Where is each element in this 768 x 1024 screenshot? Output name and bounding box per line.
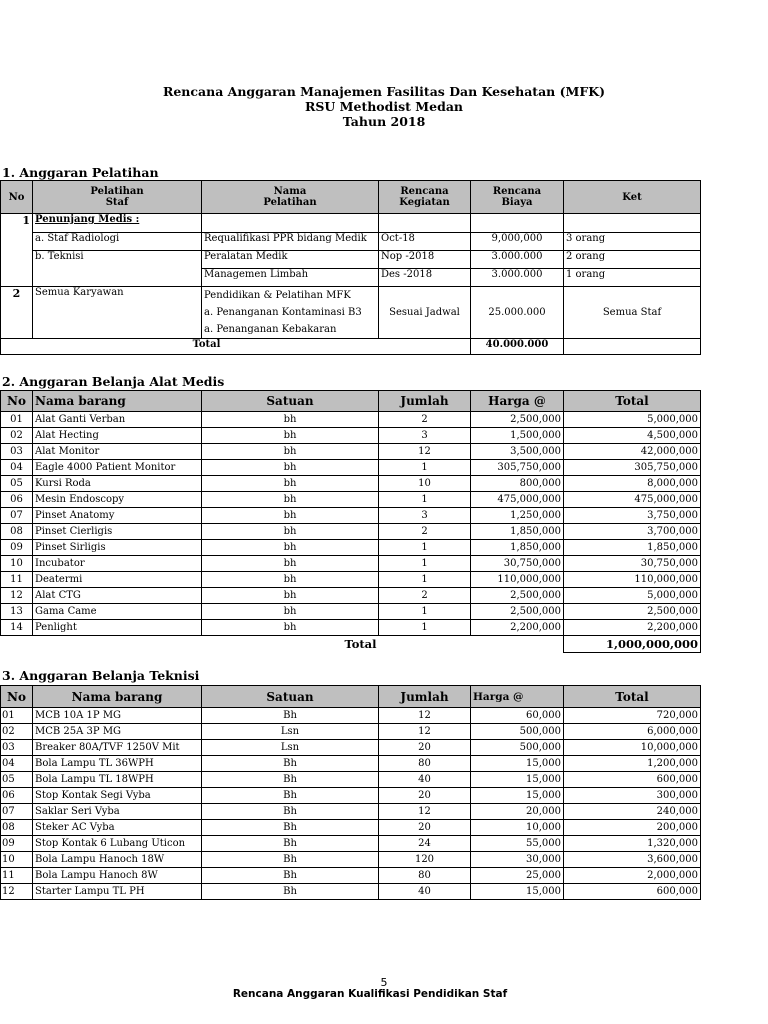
no-cell: 01 bbox=[1, 708, 33, 724]
no-cell: 08 bbox=[1, 820, 33, 836]
no-cell: 05 bbox=[1, 476, 33, 492]
jumlah-cell: 20 bbox=[379, 820, 471, 836]
harga-cell: 3,500,000 bbox=[471, 444, 564, 460]
total-cell: 30,750,000 bbox=[564, 556, 701, 572]
col-header-total: Total bbox=[564, 686, 701, 708]
nama-barang-cell: Stop Kontak Segi Vyba bbox=[33, 788, 202, 804]
nama-barang-cell: Pinset Cierligis bbox=[33, 524, 202, 540]
table-row bbox=[1, 604, 701, 620]
nama-barang-cell: Starter Lampu TL PH bbox=[33, 884, 202, 900]
group-label: Penunjang Medis : bbox=[33, 214, 202, 233]
jumlah-cell: 20 bbox=[379, 740, 471, 756]
jumlah-cell: 120 bbox=[379, 852, 471, 868]
ket-cell: 2 orang bbox=[564, 251, 701, 269]
total-row bbox=[1, 339, 701, 355]
total-cell: 42,000,000 bbox=[564, 444, 701, 460]
table-row bbox=[1, 412, 701, 428]
col-header-harga: Harga @ bbox=[471, 686, 564, 708]
nama-barang-cell: Bola Lampu Hanoch 18W bbox=[33, 852, 202, 868]
medical-equipment-table bbox=[0, 390, 701, 653]
staf-cell: b. Teknisi bbox=[33, 251, 202, 287]
total-cell: 2,000,000 bbox=[564, 868, 701, 884]
staf-cell: Semua Karyawan bbox=[33, 287, 202, 339]
technical-supplies-table bbox=[0, 685, 701, 900]
total-cell: 8,000,000 bbox=[564, 476, 701, 492]
nama-barang-cell: Penlight bbox=[33, 620, 202, 636]
ket-cell: Semua Staf bbox=[564, 287, 701, 339]
nama-barang-cell: Kursi Roda bbox=[33, 476, 202, 492]
satuan-cell: bh bbox=[202, 524, 379, 540]
section3-title: 3. Anggaran Belanja Teknisi bbox=[2, 668, 200, 683]
no-cell: 05 bbox=[1, 772, 33, 788]
satuan-cell: Bh bbox=[202, 756, 379, 772]
table-row bbox=[1, 214, 701, 233]
satuan-cell: bh bbox=[202, 428, 379, 444]
satuan-cell: Bh bbox=[202, 708, 379, 724]
col-header-satuan: Satuan bbox=[202, 686, 379, 708]
jumlah-cell: 40 bbox=[379, 772, 471, 788]
harga-cell: 2,500,000 bbox=[471, 412, 564, 428]
table-row bbox=[1, 620, 701, 636]
table-header-row bbox=[1, 181, 701, 214]
no-cell: 02 bbox=[1, 428, 33, 444]
satuan-cell: Bh bbox=[202, 852, 379, 868]
no-cell: 11 bbox=[1, 572, 33, 588]
jumlah-cell: 80 bbox=[379, 756, 471, 772]
table-row bbox=[1, 287, 701, 339]
table-row bbox=[1, 588, 701, 604]
col-header-harga: Harga @ bbox=[471, 391, 564, 412]
harga-cell: 475,000,000 bbox=[471, 492, 564, 508]
kegiatan-cell: Des -2018 bbox=[379, 269, 471, 287]
no-cell: 03 bbox=[1, 444, 33, 460]
col-header-nama-barang: Nama barang bbox=[33, 391, 202, 412]
pelatihan-cell: Managemen Limbah bbox=[202, 269, 379, 287]
harga-cell: 110,000,000 bbox=[471, 572, 564, 588]
table-row bbox=[1, 868, 701, 884]
nama-barang-cell: MCB 10A 1P MG bbox=[33, 708, 202, 724]
total-cell: 475,000,000 bbox=[564, 492, 701, 508]
nama-barang-cell: Stop Kontak 6 Lubang Uticon bbox=[33, 836, 202, 852]
nama-barang-cell: Alat CTG bbox=[33, 588, 202, 604]
page-number: 5 bbox=[380, 976, 388, 989]
total-cell: 1,320,000 bbox=[564, 836, 701, 852]
total-cell: 10,000,000 bbox=[564, 740, 701, 756]
satuan-cell: Bh bbox=[202, 820, 379, 836]
harga-cell: 500,000 bbox=[471, 724, 564, 740]
harga-cell: 30,750,000 bbox=[471, 556, 564, 572]
satuan-cell: bh bbox=[202, 460, 379, 476]
jumlah-cell: 1 bbox=[379, 572, 471, 588]
total-cell: 6,000,000 bbox=[564, 724, 701, 740]
harga-cell: 60,000 bbox=[471, 708, 564, 724]
table-row bbox=[1, 524, 701, 540]
satuan-cell: Bh bbox=[202, 804, 379, 820]
col-header-nama-barang: Nama barang bbox=[33, 686, 202, 708]
col-header-jumlah: Jumlah bbox=[379, 686, 471, 708]
jumlah-cell: 1 bbox=[379, 604, 471, 620]
total-cell: 3,600,000 bbox=[564, 852, 701, 868]
nama-barang-cell: Mesin Endoscopy bbox=[33, 492, 202, 508]
section2-title: 2. Anggaran Belanja Alat Medis bbox=[2, 374, 225, 389]
no-cell: 04 bbox=[1, 756, 33, 772]
satuan-cell: bh bbox=[202, 476, 379, 492]
footer-text: Rencana Anggaran Kualifikasi Pendidikan Staf bbox=[232, 988, 508, 1000]
table-row bbox=[1, 772, 701, 788]
satuan-cell: bh bbox=[202, 444, 379, 460]
table-row bbox=[1, 540, 701, 556]
ket-cell: 3 orang bbox=[564, 233, 701, 251]
col-header-rencana-kegiatan: Rencana Kegiatan bbox=[379, 181, 471, 214]
no-cell: 08 bbox=[1, 524, 33, 540]
satuan-cell: bh bbox=[202, 412, 379, 428]
table-row bbox=[1, 724, 701, 740]
harga-cell: 15,000 bbox=[471, 756, 564, 772]
harga-cell: 1,250,000 bbox=[471, 508, 564, 524]
satuan-cell: Lsn bbox=[202, 724, 379, 740]
total-value: 1,000,000,000 bbox=[564, 636, 701, 653]
total-cell: 1,200,000 bbox=[564, 756, 701, 772]
jumlah-cell: 1 bbox=[379, 460, 471, 476]
harga-cell: 10,000 bbox=[471, 820, 564, 836]
total-cell: 3,700,000 bbox=[564, 524, 701, 540]
table-row bbox=[1, 572, 701, 588]
satuan-cell: bh bbox=[202, 572, 379, 588]
no-cell: 01 bbox=[1, 412, 33, 428]
harga-cell: 1,850,000 bbox=[471, 524, 564, 540]
kegiatan-cell: Oct-18 bbox=[379, 233, 471, 251]
total-cell: 600,000 bbox=[564, 884, 701, 900]
no-cell: 10 bbox=[1, 852, 33, 868]
table-row bbox=[1, 788, 701, 804]
total-cell: 2,200,000 bbox=[564, 620, 701, 636]
biaya-cell: 25.000.000 bbox=[471, 287, 564, 339]
harga-cell: 2,500,000 bbox=[471, 604, 564, 620]
jumlah-cell: 80 bbox=[379, 868, 471, 884]
nama-barang-cell: Alat Hecting bbox=[33, 428, 202, 444]
col-header-no: No bbox=[1, 181, 33, 214]
col-header-satuan: Satuan bbox=[202, 391, 379, 412]
training-budget-table bbox=[0, 180, 701, 355]
harga-cell: 15,000 bbox=[471, 788, 564, 804]
jumlah-cell: 20 bbox=[379, 788, 471, 804]
nama-barang-cell: Pinset Sirligis bbox=[33, 540, 202, 556]
no-cell: 06 bbox=[1, 788, 33, 804]
table-row bbox=[1, 852, 701, 868]
table-row bbox=[1, 756, 701, 772]
harga-cell: 20,000 bbox=[471, 804, 564, 820]
total-label: Total bbox=[1, 339, 471, 355]
doc-title: Rencana Anggaran Manajemen Fasilitas Dan Kesehatan (MFK) bbox=[162, 84, 606, 99]
jumlah-cell: 12 bbox=[379, 804, 471, 820]
total-cell: 300,000 bbox=[564, 788, 701, 804]
nama-barang-cell: MCB 25A 3P MG bbox=[33, 724, 202, 740]
satuan-cell: bh bbox=[202, 508, 379, 524]
total-cell: 110,000,000 bbox=[564, 572, 701, 588]
harga-cell: 55,000 bbox=[471, 836, 564, 852]
row-number: 2 bbox=[1, 287, 33, 339]
total-label: Total bbox=[344, 637, 377, 652]
section1-title: 1. Anggaran Pelatihan bbox=[2, 165, 159, 180]
no-cell: 06 bbox=[1, 492, 33, 508]
satuan-cell: Bh bbox=[202, 884, 379, 900]
row-number: 1 bbox=[1, 214, 33, 287]
table-row bbox=[1, 556, 701, 572]
no-cell: 07 bbox=[1, 508, 33, 524]
jumlah-cell: 10 bbox=[379, 476, 471, 492]
table-row bbox=[1, 460, 701, 476]
table-row bbox=[1, 884, 701, 900]
col-header-no: No bbox=[1, 391, 33, 412]
harga-cell: 15,000 bbox=[471, 772, 564, 788]
col-header-nama-pelatihan: Nama Pelatihan bbox=[202, 181, 379, 214]
total-cell: 720,000 bbox=[564, 708, 701, 724]
harga-cell: 800,000 bbox=[471, 476, 564, 492]
harga-cell: 1,500,000 bbox=[471, 428, 564, 444]
total-cell: 240,000 bbox=[564, 804, 701, 820]
nama-barang-cell: Incubator bbox=[33, 556, 202, 572]
satuan-cell: bh bbox=[202, 588, 379, 604]
nama-barang-cell: Eagle 4000 Patient Monitor bbox=[33, 460, 202, 476]
no-cell: 13 bbox=[1, 604, 33, 620]
total-cell: 3,750,000 bbox=[564, 508, 701, 524]
nama-barang-cell: Steker AC Vyba bbox=[33, 820, 202, 836]
satuan-cell: bh bbox=[202, 540, 379, 556]
nama-barang-cell: Alat Monitor bbox=[33, 444, 202, 460]
satuan-cell: bh bbox=[202, 556, 379, 572]
biaya-cell: 3.000.000 bbox=[471, 269, 564, 287]
no-cell: 11 bbox=[1, 868, 33, 884]
total-cell: 200,000 bbox=[564, 820, 701, 836]
total-cell: 2,500,000 bbox=[564, 604, 701, 620]
col-header-ket: Ket bbox=[564, 181, 701, 214]
ket-cell: 1 orang bbox=[564, 269, 701, 287]
total-cell: 1,850,000 bbox=[564, 540, 701, 556]
table-row bbox=[1, 251, 701, 269]
jumlah-cell: 1 bbox=[379, 620, 471, 636]
col-header-total: Total bbox=[564, 391, 701, 412]
col-header-no: No bbox=[1, 686, 33, 708]
jumlah-cell: 2 bbox=[379, 412, 471, 428]
table-row bbox=[1, 708, 701, 724]
table-header-row bbox=[1, 686, 701, 708]
biaya-cell: 3.000.000 bbox=[471, 251, 564, 269]
jumlah-cell: 1 bbox=[379, 556, 471, 572]
harga-cell: 305,750,000 bbox=[471, 460, 564, 476]
table-row bbox=[1, 233, 701, 251]
total-row bbox=[1, 636, 701, 653]
jumlah-cell: 12 bbox=[379, 724, 471, 740]
no-cell: 10 bbox=[1, 556, 33, 572]
jumlah-cell: 2 bbox=[379, 588, 471, 604]
table-row bbox=[1, 492, 701, 508]
col-header-jumlah: Jumlah bbox=[379, 391, 471, 412]
jumlah-cell: 1 bbox=[379, 492, 471, 508]
kegiatan-cell: Nop -2018 bbox=[379, 251, 471, 269]
jumlah-cell: 1 bbox=[379, 540, 471, 556]
nama-barang-cell: Pinset Anatomy bbox=[33, 508, 202, 524]
pelatihan-cell: Requalifikasi PPR bidang Medik bbox=[202, 233, 379, 251]
harga-cell: 30,000 bbox=[471, 852, 564, 868]
harga-cell: 2,500,000 bbox=[471, 588, 564, 604]
kegiatan-cell: Sesuai Jadwal bbox=[379, 287, 471, 339]
nama-barang-cell: Bola Lampu TL 18WPH bbox=[33, 772, 202, 788]
jumlah-cell: 40 bbox=[379, 884, 471, 900]
total-cell: 5,000,000 bbox=[564, 588, 701, 604]
table-row bbox=[1, 804, 701, 820]
satuan-cell: bh bbox=[202, 492, 379, 508]
nama-barang-cell: Breaker 80A/TVF 1250V Mit bbox=[33, 740, 202, 756]
table-header-row bbox=[1, 391, 701, 412]
col-header-rencana-biaya: Rencana Biaya bbox=[471, 181, 564, 214]
satuan-cell: Bh bbox=[202, 836, 379, 852]
satuan-cell: Bh bbox=[202, 868, 379, 884]
nama-barang-cell: Bola Lampu Hanoch 8W bbox=[33, 868, 202, 884]
table-row bbox=[1, 508, 701, 524]
pelatihan-cell: Peralatan Medik bbox=[202, 251, 379, 269]
jumlah-cell: 2 bbox=[379, 524, 471, 540]
jumlah-cell: 24 bbox=[379, 836, 471, 852]
pelatihan-cell: Pendidikan & Pelatihan MFK a. Penanganan Kontaminasi B3 a. Penanganan Kebakaran bbox=[202, 287, 379, 339]
no-cell: 12 bbox=[1, 884, 33, 900]
total-cell: 600,000 bbox=[564, 772, 701, 788]
satuan-cell: Bh bbox=[202, 772, 379, 788]
total-cell: 305,750,000 bbox=[564, 460, 701, 476]
jumlah-cell: 12 bbox=[379, 444, 471, 460]
no-cell: 09 bbox=[1, 836, 33, 852]
table-row bbox=[1, 740, 701, 756]
jumlah-cell: 3 bbox=[379, 508, 471, 524]
table-row bbox=[1, 836, 701, 852]
satuan-cell: bh bbox=[202, 620, 379, 636]
staf-cell: a. Staf Radiologi bbox=[33, 233, 202, 251]
nama-barang-cell: Alat Ganti Verban bbox=[33, 412, 202, 428]
harga-cell: 15,000 bbox=[471, 884, 564, 900]
jumlah-cell: 3 bbox=[379, 428, 471, 444]
no-cell: 04 bbox=[1, 460, 33, 476]
no-cell: 07 bbox=[1, 804, 33, 820]
harga-cell: 500,000 bbox=[471, 740, 564, 756]
total-cell: 4,500,000 bbox=[564, 428, 701, 444]
table-row bbox=[1, 820, 701, 836]
col-header-staf: Pelatihan Staf bbox=[33, 181, 202, 214]
satuan-cell: Bh bbox=[202, 788, 379, 804]
no-cell: 14 bbox=[1, 620, 33, 636]
doc-subtitle-hospital: RSU Methodist Medan bbox=[304, 99, 464, 114]
nama-barang-cell: Gama Came bbox=[33, 604, 202, 620]
table-row bbox=[1, 476, 701, 492]
jumlah-cell: 12 bbox=[379, 708, 471, 724]
table-row bbox=[1, 428, 701, 444]
total-value: 40.000.000 bbox=[471, 339, 564, 355]
satuan-cell: bh bbox=[202, 604, 379, 620]
total-cell: 5,000,000 bbox=[564, 412, 701, 428]
harga-cell: 25,000 bbox=[471, 868, 564, 884]
nama-barang-cell: Bola Lampu TL 36WPH bbox=[33, 756, 202, 772]
satuan-cell: Lsn bbox=[202, 740, 379, 756]
doc-subtitle-year: Tahun 2018 bbox=[342, 114, 426, 129]
no-cell: 12 bbox=[1, 588, 33, 604]
nama-barang-cell: Saklar Seri Vyba bbox=[33, 804, 202, 820]
harga-cell: 1,850,000 bbox=[471, 540, 564, 556]
nama-barang-cell: Deatermi bbox=[33, 572, 202, 588]
biaya-cell: 9,000,000 bbox=[471, 233, 564, 251]
no-cell: 09 bbox=[1, 540, 33, 556]
no-cell: 02 bbox=[1, 724, 33, 740]
no-cell: 03 bbox=[1, 740, 33, 756]
table-row bbox=[1, 444, 701, 460]
harga-cell: 2,200,000 bbox=[471, 620, 564, 636]
